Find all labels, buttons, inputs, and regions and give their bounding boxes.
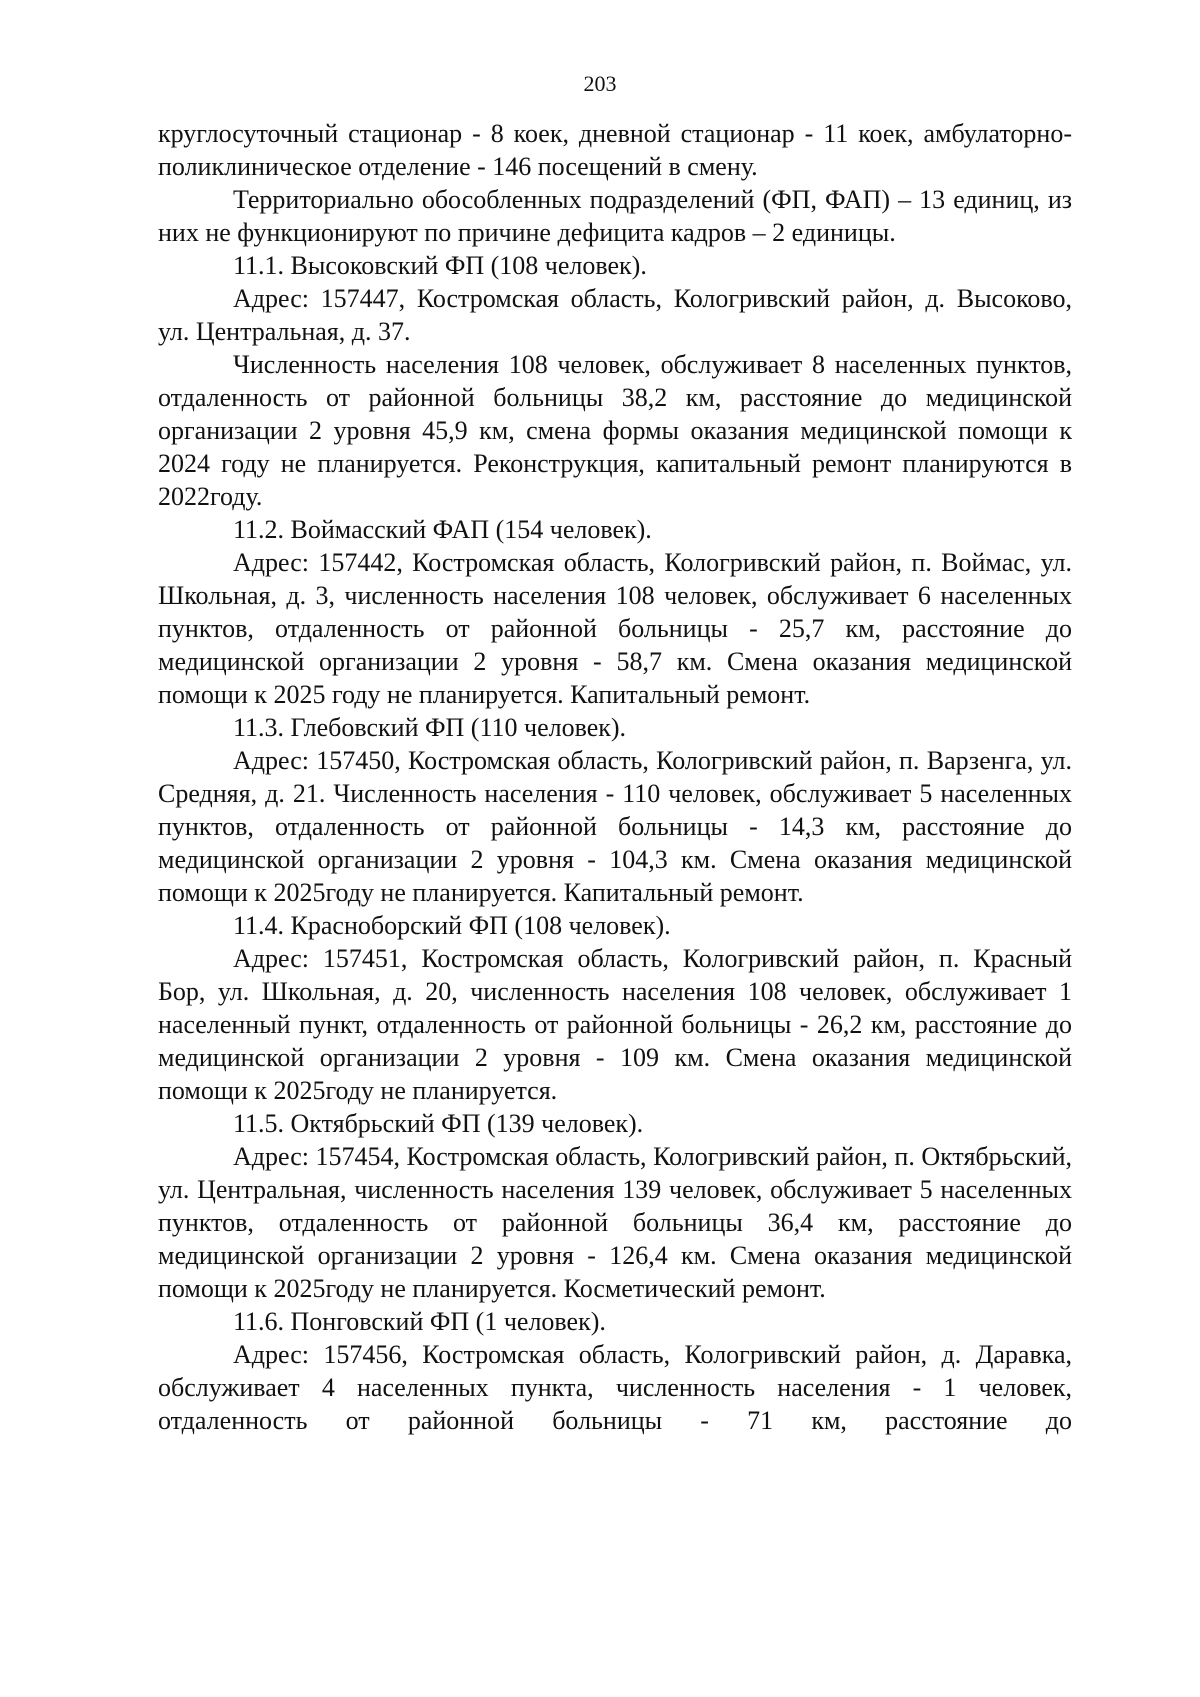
paragraph-11-1-address: Адрес: 157447, Костромская область, Кологривский район, д. Высоково, ул. Центральная, д. 37. [158,284,1072,346]
paragraph-11-2-details: Адрес: 157442, Костромская область, Кологривский район, п. Воймас, ул. Школьная, д. 3, численность населения 108 человек, обслуживает 6 населенных пунктов, отдаленность от районной больницы - 25,7 км, расстояние до медицинской организации 2 уровня - 58,7 км. Смена оказания медицинской помощи к 2025 году не планируется. Капитальный ремонт. [158,548,1072,709]
heading-11-1: 11.1. Высоковский ФП (108 человек). [233,251,647,280]
document-body [158,117,1072,1437]
heading-11-6: 11.6. Понговский ФП (1 человек). [233,1307,606,1336]
paragraph-11-3-details: Адрес: 157450, Костромская область, Кологривский район, п. Варзенга, ул. Средняя, д. 21. Численность населения - 110 человек, обслуживает 5 населенных пунктов, отдаленность от районной больницы - 14,3 км, расстояние до медицинской организации 2 уровня - 104,3 км. Смена оказания медицинской помощи к 2025году не планируется. Капитальный ремонт. [158,746,1072,907]
paragraph-11-4-details: Адрес: 157451, Костромская область, Кологривский район, п. Красный Бор, ул. Школьная, д. 20, численность населения 108 человек, обслуживает 1 населенный пункт, отдаленность от районной больницы - 26,2 км, расстояние до медицинской организации 2 уровня - 109 км. Смена оказания медицинской помощи к 2025году не планируется. [158,944,1072,1105]
heading-11-3: 11.3. Глебовский ФП (110 человек). [233,713,627,742]
heading-11-2: 11.2. Воймасский ФАП (154 человек). [233,515,652,544]
paragraph-11-1-details: Численность населения 108 человек, обслуживает 8 населенных пунктов, отдаленность от районной больницы 38,2 км, расстояние до медицинской организации 2 уровня 45,9 км, смена формы оказания медицинской помощи к 2024 году не планируется. Реконструкция, капитальный ремонт планируются в 2022году. [158,350,1072,511]
heading-11-5: 11.5. Октябрьский ФП (139 человек). [233,1109,644,1138]
page-number: 203 [583,71,617,96]
paragraph-11-6-details: Адрес: 157456, Костромская область, Кологривский район, д. Даравка, обслуживает 4 населенных пункта, численность населения - 1 человек, отдаленность от районной больницы - 71 км, расстояние до [158,1340,1072,1435]
paragraph-hospital-capacity: круглосуточный стационар - 8 коек, дневной стационар - 11 коек, амбулаторно-поликлиническое отделение - 146 посещений в смену. [158,119,1072,181]
paragraph-11-5-details: Адрес: 157454, Костромская область, Кологривский район, п. Октябрьский, ул. Центральная, численность населения 139 человек, обслуживает 5 населенных пунктов, отдаленность от районной больницы 36,4 км, расстояние до медицинской организации 2 уровня - 126,4 км. Смена оказания медицинской помощи к 2025году не планируется. Косметический ремонт. [158,1142,1072,1303]
paragraph-subdivisions: Территориально обособленных подразделений (ФП, ФАП) – 13 единиц, из них не функционируют по причине дефицита кадров – 2 единицы. [158,185,1072,247]
heading-11-4: 11.4. Красноборский ФП (108 человек). [233,911,671,940]
